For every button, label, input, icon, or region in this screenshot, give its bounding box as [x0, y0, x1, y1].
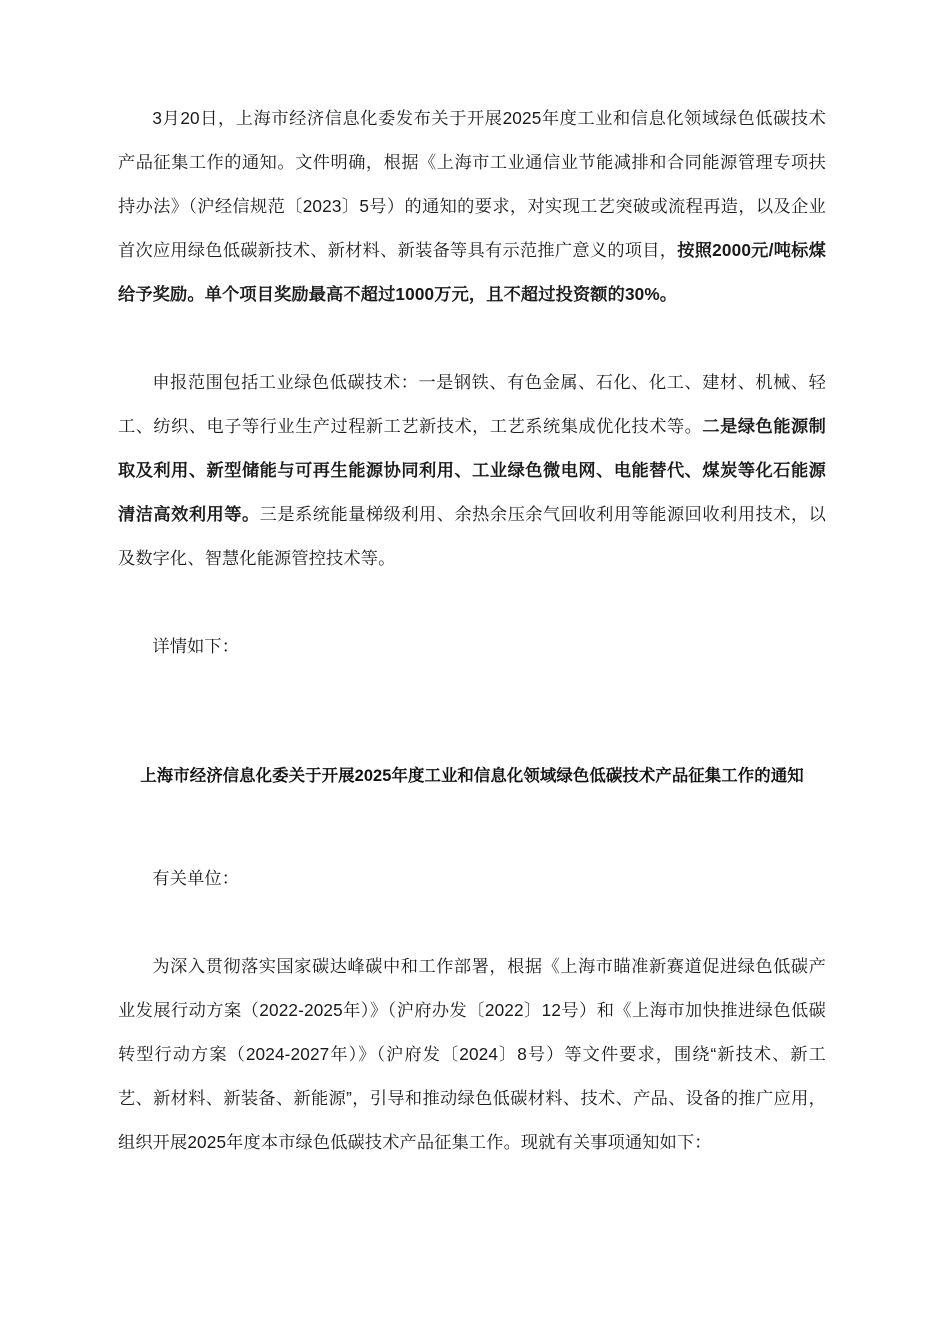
paragraph-scope	[118, 360, 826, 580]
scope-text-normal-1: 申报范围包括工业绿色低碳技术：一是钢铁、有色金属、石化、化工、建材、机械、轻工、纺织、电子等行业生产过程新工艺新技术，工艺系统集成优化技术等。	[118, 372, 826, 436]
paragraph-body-1: 为深入贯彻落实国家碳达峰碳中和工作部署，根据《上海市瞄准新赛道促进绿色低碳产业发展行动方案（2022-2025年）》（沪府办发〔2022〕12号）和《上海市加快推进绿色低碳转型行动方案（2024-2027年）》（沪府发〔2024〕8号）等文件要求，围绕“新技术、新工艺、新材料、新装备、新能源”，引导和推动绿色低碳材料、技术、产品、设备的推广应用，组织开展2025年度本市绿色低碳技术产品征集工作。现就有关事项通知如下：	[118, 956, 826, 1152]
paragraph-intro	[118, 96, 826, 316]
scope-text-bold: 二是绿色能源制取及利用、新型储能与可再生能源协同利用、工业绿色微电网、电能替代、煤炭等化石能源清洁高效利用等。	[118, 416, 826, 524]
notice-title: 上海市经济信息化委关于开展2025年度工业和信息化领域绿色低碳技术产品征集工作的通知	[140, 767, 804, 785]
document-content	[118, 96, 826, 1164]
title-gap-top	[118, 668, 826, 754]
paragraph-details-lead: 详情如下：	[152, 636, 240, 656]
intro-text-bold: 按照2000元/吨标煤给予奖励。单个项目奖励最高不超过1000万元，且不超过投资额的30%。	[118, 240, 826, 304]
intro-text-normal: 3月20日，上海市经济信息化委发布关于开展2025年度工业和信息化领域绿色低碳技术产品征集工作的通知。文件明确，根据《上海市工业通信业节能减排和合同能源管理专项扶持办法》（沪经信规范〔2023〕5号）的通知的要求，对实现工艺突破或流程再造，以及企业首次应用绿色低碳新技术、新材料、新装备等具有示范推广意义的项目，	[118, 108, 826, 260]
title-gap-bottom	[118, 798, 826, 856]
paragraph-gap-2	[118, 580, 826, 624]
paragraph-gap-3	[118, 900, 826, 944]
paragraph-salutation: 有关单位：	[152, 868, 240, 888]
scope-text-normal-2: 三是系统能量梯级利用、余热余压余气回收利用等能源回收利用技术，以及数字化、智慧化能源管控技术等。	[118, 504, 826, 568]
paragraph-gap-1	[118, 316, 826, 360]
